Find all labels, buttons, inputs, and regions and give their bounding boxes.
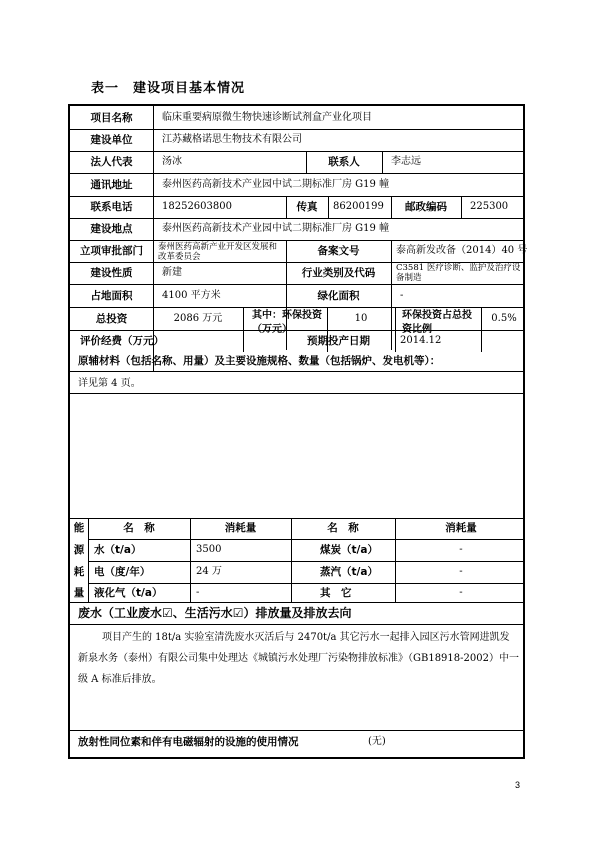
energy-side-4: 量 bbox=[73, 587, 85, 599]
title-prefix: 表一 bbox=[91, 81, 120, 96]
approval-value: 泰州医药高新产业开发区发展和改革委员会 bbox=[158, 242, 278, 262]
energy-header-name-2: 名 称 bbox=[327, 522, 359, 534]
fax-label: 传真 bbox=[296, 201, 318, 213]
date-label: 预期投产日期 bbox=[307, 335, 370, 347]
location-value: 泰州医药高新技术产业园中试二期标准厂房 G19 幢 bbox=[162, 223, 390, 234]
project-name-value: 临床重要病原微生物快速诊断试剂盒产业化项目 bbox=[162, 112, 372, 123]
industry-label: 行业类别及代码 bbox=[301, 267, 376, 279]
title-main: 建设项目基本情况 bbox=[133, 81, 246, 96]
phone-value: 18252603800 bbox=[162, 201, 232, 212]
eval-cost-label: 评价经费（万元） bbox=[80, 335, 164, 347]
industry-value: C3581 医疗诊断、监护及治疗设备制造 bbox=[396, 263, 521, 283]
env-invest-value: 10 bbox=[354, 313, 368, 324]
energy-row-1-val2: - bbox=[459, 544, 463, 555]
energy-row-2-name1: 电（度/年） bbox=[94, 566, 151, 578]
energy-row-2-name2: 蒸汽（t/a） bbox=[320, 566, 378, 578]
energy-row-1-name1: 水（t/a） bbox=[94, 544, 142, 556]
env-ratio-label: 环保投资占总投资比例 bbox=[402, 310, 472, 335]
date-value: 2014.12 bbox=[400, 335, 442, 346]
address-value: 泰州医药高新技术产业园中试二期标准厂房 G19 幢 bbox=[162, 179, 390, 190]
unit-value: 江苏藏格诺思生物技术有限公司 bbox=[162, 134, 302, 145]
page-title bbox=[91, 77, 245, 96]
energy-row-1-name2: 煤炭（t/a） bbox=[320, 544, 378, 556]
contact-label: 联系人 bbox=[328, 156, 360, 168]
contact-value: 李志远 bbox=[391, 156, 421, 167]
invest-label: 总投资 bbox=[95, 313, 128, 325]
fax-value: 86200199 bbox=[333, 201, 384, 212]
area-label: 占地面积 bbox=[90, 290, 133, 302]
energy-row-1-val1: 3500 bbox=[196, 544, 222, 555]
approval-label: 立项审批部门 bbox=[80, 245, 143, 257]
project-name-label: 项目名称 bbox=[90, 112, 133, 124]
wastewater-heading: 废水（工业废水☑、生活污水☑）排放量及排放去向 bbox=[78, 606, 352, 620]
energy-header-amount-1: 消耗量 bbox=[224, 522, 257, 534]
energy-row-3-val1: - bbox=[196, 587, 200, 598]
invest-value: 2086 万元 bbox=[173, 313, 223, 324]
address-label: 通讯地址 bbox=[90, 179, 133, 191]
area-value: 4100 平方米 bbox=[162, 290, 221, 301]
energy-row-3-val2: - bbox=[459, 587, 463, 598]
record-label: 备案文号 bbox=[317, 245, 360, 257]
nature-label: 建设性质 bbox=[90, 267, 133, 279]
energy-row-2-val2: - bbox=[459, 566, 463, 577]
phone-label: 联系电话 bbox=[90, 201, 133, 213]
materials-heading: 原辅材料（包括名称、用量）及主要设施规格、数量（包括锅炉、发电机等）： bbox=[78, 355, 441, 367]
location-label: 建设地点 bbox=[90, 223, 133, 235]
nature-value: 新建 bbox=[162, 267, 182, 278]
legal-rep-label: 法人代表 bbox=[90, 156, 133, 168]
energy-row-2-val1: 24 万 bbox=[196, 566, 222, 577]
radiation-value: (无) bbox=[368, 736, 386, 747]
energy-side-3: 耗 bbox=[73, 566, 85, 578]
energy-row-3-name2: 其 它 bbox=[320, 587, 352, 599]
project-info-table bbox=[68, 104, 528, 759]
radiation-heading: 放射性同位素和伴有电磁辐射的设施的使用情况 bbox=[78, 736, 299, 748]
record-value: 泰高新发改备（2014）40 号 bbox=[396, 245, 528, 256]
wastewater-text: 项目产生的 18t/a 实验室清洗废水灭活后与 2470t/a 其它污水一起排入园区污水管网进凯发新泉水务（泰州）有限公司集中处理达《城镇污水处理厂污染物排放标准》（GB18918-2002）中一级 A 标准后排放。 bbox=[78, 632, 519, 685]
postcode-label: 邮政编码 bbox=[405, 201, 447, 213]
energy-row-3-name1: 液化气（t/a） bbox=[94, 587, 163, 599]
page-number: 3 bbox=[515, 780, 521, 790]
energy-header-name-1: 名 称 bbox=[123, 522, 155, 534]
legal-rep-value: 汤冰 bbox=[162, 156, 182, 167]
energy-side-1: 能 bbox=[73, 522, 85, 534]
energy-header-amount-2: 消耗量 bbox=[445, 522, 477, 534]
energy-side-2: 源 bbox=[73, 544, 85, 556]
materials-text: 详见第 4 页。 bbox=[78, 378, 141, 389]
postcode-value: 225300 bbox=[470, 201, 509, 212]
env-invest-label: 其中：环保投资（万元） bbox=[252, 310, 322, 335]
green-area-value: - bbox=[400, 290, 404, 301]
green-area-label: 绿化面积 bbox=[317, 290, 360, 302]
env-ratio-value: 0.5% bbox=[491, 313, 517, 324]
unit-label: 建设单位 bbox=[90, 134, 133, 146]
